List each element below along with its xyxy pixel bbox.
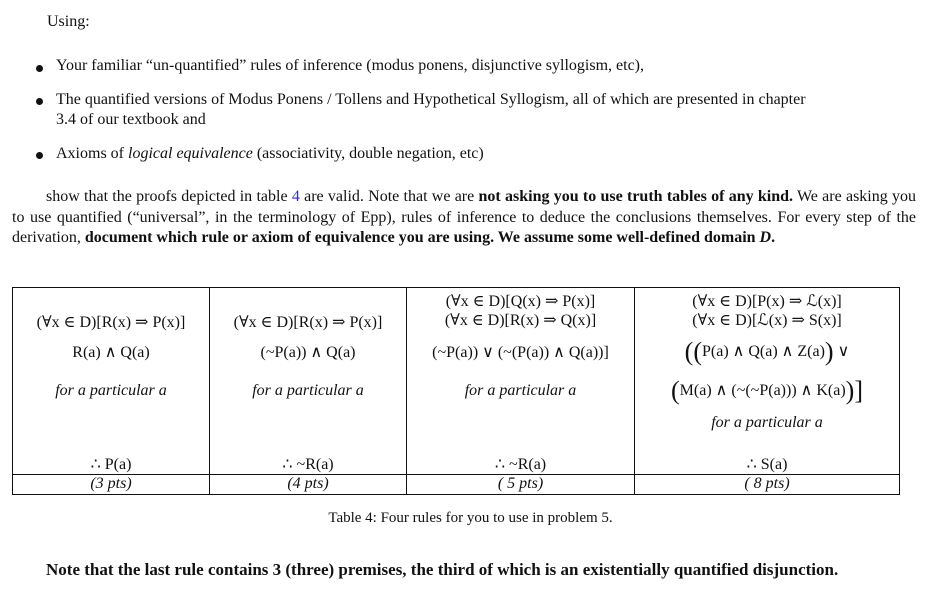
closing-note — [12, 560, 916, 581]
bullet-item-2: The quantified versions of Modus Ponens / Tollens and Hypothetical Syllogism, all of which are presented in chapter — [56, 91, 806, 108]
bullet-item-1: Your familiar “un-quantified” rules of inference (modus ponens, disjunctive syllogism, etc), — [56, 57, 645, 74]
para-text: are valid. Note that we are — [299, 188, 479, 205]
particular-note: for a particular a — [55, 382, 167, 399]
intro-text: Using: — [47, 13, 90, 30]
points-cell: ( 5 pts) — [407, 475, 635, 495]
bullet-dot — [36, 98, 43, 105]
premise: (∀x ∈ D)[R(x) ⇒ P(x)] — [36, 314, 186, 331]
closing-note-text: Note that the last rule contains 3 (three) premises, the third of which is an existentially quantified disjunction. — [46, 560, 839, 579]
points-cell: (3 pts) — [13, 475, 210, 495]
rule-cell-4 — [635, 288, 900, 475]
para-text: We are asking you to use quantified (“universal”, in the terminology of Epp), rules of inference to deduce the conclusions themselves. For every step of the derivation, — [12, 188, 917, 246]
para-text: show that the proofs depicted in table — [46, 188, 292, 205]
premise: (∀x ∈ D)[P(x) ⇒ ℒ(x)] — [692, 293, 842, 310]
para-bold: . — [771, 229, 776, 246]
points-cell: (4 pts) — [210, 475, 407, 495]
premise: M(a) ∧ (~(~P(a))) ∧ K(a) — [679, 382, 846, 399]
particular-note: for a particular a — [711, 414, 823, 431]
bullet-dot — [36, 152, 43, 159]
premise: (∀x ∈ D)[ℒ(x) ⇒ S(x)] — [692, 312, 842, 329]
conclusion: ∴ ~R(a) — [494, 456, 547, 473]
points-cell: ( 8 pts) — [635, 475, 900, 495]
particular-note: for a particular a — [252, 382, 364, 399]
bullet-dot — [36, 65, 43, 72]
premise: R(a) ∧ Q(a) — [72, 344, 150, 361]
bullet-item-2-cont: 3.4 of our textbook and — [56, 111, 206, 128]
rule-cell-2 — [210, 288, 407, 475]
conclusion: ∴ S(a) — [746, 456, 788, 473]
conclusion: ∴ P(a) — [90, 456, 132, 473]
domain-variable: D — [759, 229, 772, 246]
rule-cell-1 — [13, 288, 210, 475]
rules-table — [12, 287, 900, 495]
rule-cell-3 — [407, 288, 635, 475]
premise-disjunct-2: (M(a) ∧ (~(~P(a))) ∧ K(a))] — [671, 376, 863, 405]
instructions-paragraph — [12, 187, 916, 249]
premise: (∀x ∈ D)[R(x) ⇒ P(x)] — [233, 314, 383, 331]
premise-disjunct-1: ((P(a) ∧ Q(a) ∧ Z(a)) ∨ — [684, 337, 850, 366]
premise: (~P(a)) ∧ Q(a) — [260, 344, 356, 361]
table-reference-link[interactable]: 4 — [291, 188, 300, 205]
premise: (∀x ∈ D)[R(x) ⇒ Q(x)] — [444, 312, 597, 329]
para-bold: document which rule or axiom of equivalence you are using. We assume some well-defined domain — [84, 229, 760, 246]
bullet-item-3-italic: logical equivalence — [128, 145, 253, 162]
premise: (~P(a)) ∨ (~(P(a)) ∧ Q(a))] — [432, 344, 609, 361]
premise: P(a) ∧ Q(a) ∧ Z(a) — [702, 343, 825, 360]
table-caption: Table 4: Four rules for you to use in problem 5. — [328, 510, 613, 526]
particular-note: for a particular a — [464, 382, 577, 399]
conclusion: ∴ ~R(a) — [282, 456, 334, 473]
bullet-item-3-tail: (associativity, double negation, etc) — [252, 145, 484, 162]
premise: (∀x ∈ D)[Q(x) ⇒ P(x)] — [445, 293, 596, 310]
para-bold: not asking you to use truth tables of any kind. — [478, 188, 793, 205]
bullet-item-3 — [56, 145, 484, 163]
bullet-item-3-text: Axioms of — [56, 145, 128, 162]
